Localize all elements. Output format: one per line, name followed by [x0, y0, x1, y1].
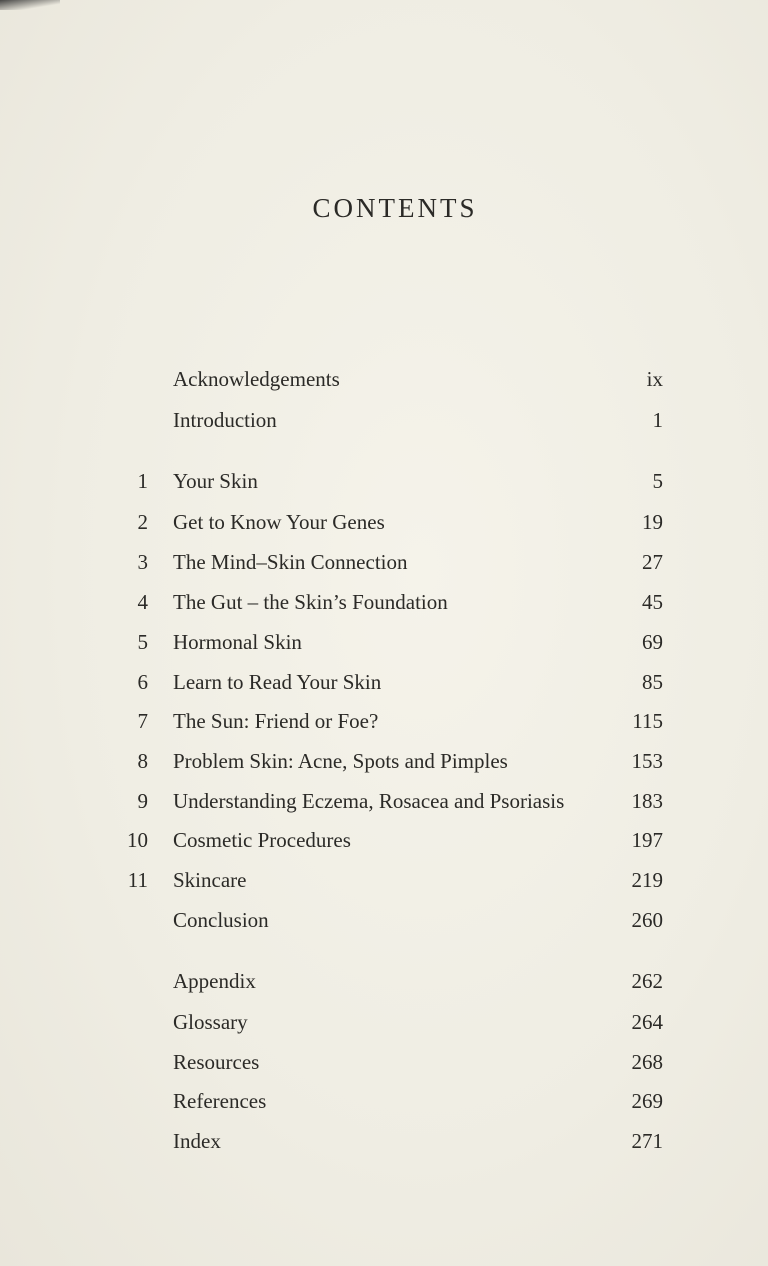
toc-entry [0, 667, 768, 697]
page-number: 219 [631, 868, 663, 892]
toc-entry [0, 466, 768, 496]
chapter-number: 2 [137, 510, 148, 534]
chapter-number: 5 [137, 630, 148, 654]
chapter-title: Resources [173, 1050, 260, 1074]
toc-entry [0, 547, 768, 577]
chapter-title: Understanding Eczema, Rosacea and Psoriasis [173, 789, 565, 813]
chapter-title: Conclusion [173, 908, 269, 932]
toc-entry [0, 825, 768, 855]
toc-entry [0, 405, 768, 435]
page-number: 269 [631, 1089, 663, 1113]
contents-heading: CONTENTS [312, 193, 478, 223]
page-number: 183 [631, 789, 663, 813]
chapter-title: Acknowledgements [173, 367, 340, 391]
page-number: ix [646, 367, 663, 391]
toc-entry [0, 1126, 768, 1156]
chapter-number: 3 [137, 550, 148, 574]
page-number: 197 [631, 828, 663, 852]
chapter-title: The Gut – the Skin’s Foundation [173, 590, 448, 614]
page-number: 45 [642, 590, 663, 614]
chapter-title: References [173, 1089, 267, 1113]
page-number: 85 [642, 670, 663, 694]
page-number: 1 [652, 408, 663, 432]
toc-entry [0, 1047, 768, 1077]
chapter-title: Skincare [173, 868, 247, 892]
page-number: 262 [631, 969, 663, 993]
page-number: 19 [642, 510, 663, 534]
chapter-number: 10 [127, 828, 148, 852]
chapter-number: 6 [137, 670, 148, 694]
chapter-number: 4 [137, 590, 148, 614]
chapter-title: Glossary [173, 1010, 248, 1034]
chapter-title: Introduction [173, 408, 277, 432]
toc-entry [0, 1007, 768, 1037]
page-number: 268 [631, 1050, 663, 1074]
chapter-title: Problem Skin: Acne, Spots and Pimples [173, 749, 508, 773]
page-number: 260 [631, 908, 663, 932]
chapter-title: Appendix [173, 969, 256, 993]
toc-entry [0, 364, 768, 394]
toc-entry [0, 706, 768, 736]
page-number: 115 [632, 709, 663, 733]
chapter-title: Get to Know Your Genes [173, 510, 385, 534]
page-number: 264 [631, 1010, 663, 1034]
page-number: 5 [652, 469, 663, 493]
chapter-number: 7 [137, 709, 148, 733]
chapter-number: 1 [137, 469, 148, 493]
chapter-title: The Sun: Friend or Foe? [173, 709, 379, 733]
chapter-title: Your Skin [173, 469, 258, 493]
toc-entry [0, 507, 768, 537]
chapter-number: 9 [137, 789, 148, 813]
toc-entry [0, 786, 768, 816]
page-number: 27 [642, 550, 663, 574]
chapter-title: Index [173, 1129, 221, 1153]
toc-entry [0, 746, 768, 776]
toc-entry [0, 966, 768, 996]
toc-entry [0, 905, 768, 935]
toc-entry [0, 1086, 768, 1116]
chapter-title: Cosmetic Procedures [173, 828, 351, 852]
page-number: 271 [631, 1129, 663, 1153]
toc-entry [0, 865, 768, 895]
chapter-title: Hormonal Skin [173, 630, 302, 654]
page-number: 69 [642, 630, 663, 654]
chapter-number: 11 [127, 868, 148, 892]
page-number: 153 [631, 749, 663, 773]
chapter-title: The Mind–Skin Connection [173, 550, 408, 574]
toc-entry [0, 627, 768, 657]
chapter-number: 8 [137, 749, 148, 773]
toc-entry [0, 587, 768, 617]
chapter-title: Learn to Read Your Skin [173, 670, 382, 694]
